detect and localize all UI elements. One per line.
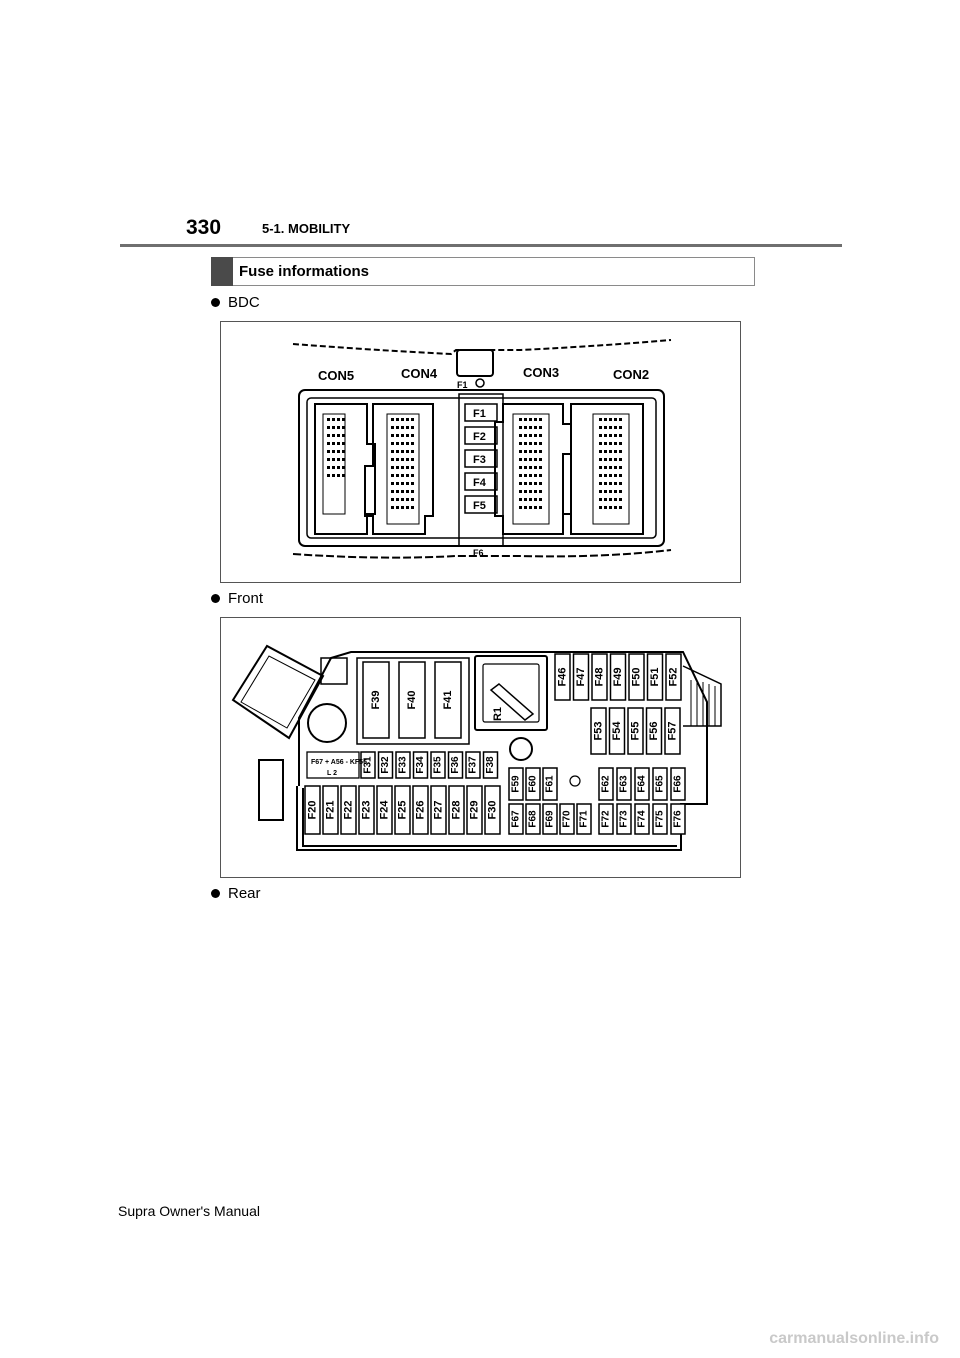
front-fuse-f34	[414, 752, 428, 778]
front-fuse-f57	[665, 708, 680, 754]
svg-text:F37: F37	[467, 756, 479, 774]
front-fuse-f60	[526, 768, 540, 800]
svg-text:F55: F55	[629, 721, 642, 741]
front-fuse-f25	[395, 786, 410, 834]
front-fuse-f54	[610, 708, 625, 754]
front-fuse-f75	[653, 804, 667, 834]
front-fuse-f66	[671, 768, 685, 800]
front-fuse-f76	[671, 804, 685, 834]
header-rule	[120, 244, 842, 247]
front-fuse-f27	[431, 786, 446, 834]
svg-text:F36: F36	[450, 756, 461, 774]
svg-text:F5: F5	[473, 500, 486, 512]
svg-text:F54: F54	[611, 721, 623, 741]
bdc-diagram-svg	[221, 322, 740, 582]
svg-text:F71: F71	[578, 810, 590, 828]
svg-text:F34: F34	[415, 756, 426, 774]
svg-text:F64: F64	[636, 775, 648, 793]
svg-text:F23: F23	[360, 800, 373, 820]
svg-text:F65: F65	[654, 775, 666, 793]
front-fuse-f59	[509, 768, 523, 800]
front-fuse-f74	[635, 804, 649, 834]
bdc-top-label: F1	[457, 380, 468, 390]
svg-text:F3: F3	[473, 454, 486, 466]
front-fuse-f32	[379, 752, 393, 778]
bullet-front	[211, 590, 263, 607]
front-fuse-f39	[363, 662, 389, 738]
svg-text:F26: F26	[414, 800, 427, 820]
front-fuse-f40	[399, 662, 425, 738]
heading-marker	[211, 257, 233, 286]
front-fuse-f46	[555, 654, 570, 700]
svg-text:F24: F24	[378, 800, 391, 820]
front-fuse-f22	[341, 786, 356, 834]
front-vent-lines	[691, 680, 715, 726]
bullet-dot	[211, 594, 220, 603]
bullet-label: Rear	[228, 885, 261, 902]
front-fuse-f70	[560, 804, 574, 834]
front-fuse-f56	[647, 708, 662, 754]
bullet-bdc	[211, 294, 260, 311]
front-fuse-f21	[323, 786, 338, 834]
heading-box	[211, 257, 755, 286]
svg-text:F29: F29	[468, 800, 481, 820]
svg-text:F41: F41	[442, 690, 454, 710]
svg-text:F74: F74	[636, 810, 648, 828]
front-fuse-f47	[574, 654, 589, 700]
svg-text:F63: F63	[618, 775, 630, 793]
svg-text:F1: F1	[473, 408, 486, 420]
svg-text:F50: F50	[630, 667, 643, 687]
bdc-plus-symbol	[476, 379, 484, 387]
front-fuse-f30	[485, 786, 500, 834]
svg-text:F56: F56	[648, 721, 660, 741]
svg-text:F30: F30	[486, 800, 499, 820]
front-fuse-f33	[396, 752, 410, 778]
bdc-fuse-f2	[465, 427, 497, 444]
bdc-fuse-f5	[465, 496, 497, 513]
bullet-dot	[211, 889, 220, 898]
svg-text:F70: F70	[561, 810, 573, 828]
front-fuse-f63	[617, 768, 631, 800]
front-fuse-f65	[653, 768, 667, 800]
heading-title: Fuse informations	[239, 263, 370, 280]
front-fuse-f29	[467, 786, 482, 834]
svg-text:F2: F2	[473, 431, 486, 443]
front-plate-text: L 2	[327, 770, 337, 777]
connector-label-con5: CON5	[318, 368, 355, 383]
front-fuse-f24	[377, 786, 392, 834]
connector-label-con2: CON2	[613, 367, 650, 382]
svg-text:F66: F66	[672, 775, 684, 793]
front-fuse-f20	[305, 786, 320, 834]
svg-text:F39: F39	[370, 690, 382, 710]
front-fuse-f41	[435, 662, 461, 738]
front-fuse-f38	[484, 752, 498, 778]
svg-text:F33: F33	[397, 756, 409, 774]
svg-text:F4: F4	[473, 477, 486, 489]
svg-text:F51: F51	[649, 667, 661, 687]
front-fuse-f55	[628, 708, 643, 754]
bdc-fuse-f3	[465, 450, 497, 467]
front-fuse-f53	[591, 708, 606, 754]
svg-text:F27: F27	[432, 800, 445, 820]
front-fuse-f68	[526, 804, 540, 834]
front-fuse-f71	[577, 804, 591, 834]
svg-text:F62: F62	[600, 775, 612, 793]
svg-text:F28: F28	[450, 800, 463, 820]
page-number: 330	[186, 216, 222, 239]
front-fuse-f64	[635, 768, 649, 800]
svg-text:F73: F73	[618, 810, 630, 828]
svg-text:F72: F72	[600, 810, 612, 828]
front-fuse-f69	[543, 804, 557, 834]
svg-text:F40: F40	[406, 690, 418, 710]
svg-text:F38: F38	[485, 756, 496, 774]
front-fuse-f51	[648, 654, 663, 700]
svg-text:F61: F61	[544, 775, 556, 793]
front-fuse-f26	[413, 786, 428, 834]
bdc-fuse-f1	[465, 404, 497, 421]
front-fuse-diagram	[220, 617, 741, 878]
svg-text:F59: F59	[510, 775, 522, 793]
svg-text:F21: F21	[324, 800, 337, 820]
footer-manual-title: Supra Owner's Manual	[118, 1203, 260, 1219]
svg-text:F60: F60	[527, 775, 539, 793]
svg-text:F31: F31	[362, 756, 374, 774]
svg-text:F53: F53	[592, 721, 605, 741]
svg-text:F32: F32	[380, 756, 391, 774]
svg-text:F75: F75	[654, 810, 666, 828]
svg-text:F35: F35	[432, 756, 444, 774]
bullet-dot	[211, 298, 220, 307]
bullet-label: BDC	[228, 294, 260, 311]
svg-text:F68: F68	[527, 810, 539, 828]
bullet-rear	[211, 885, 261, 902]
svg-text:F69: F69	[544, 810, 556, 828]
section-title: 5-1. MOBILITY	[262, 221, 351, 236]
svg-text:F25: F25	[396, 800, 409, 820]
svg-text:F76: F76	[672, 810, 684, 828]
front-fuse-f50	[629, 654, 644, 700]
front-fuse-f52	[666, 654, 681, 700]
front-fuse-f48	[592, 654, 607, 700]
front-plate-text: F67 + A56 - KF56	[311, 759, 367, 766]
front-fuse-f49	[611, 654, 626, 700]
front-fuse-f73	[617, 804, 631, 834]
front-fuse-f36	[449, 752, 463, 778]
front-fuse-f61	[543, 768, 557, 800]
bdc-bottom-label: F6	[473, 548, 484, 558]
svg-text:F52: F52	[667, 667, 680, 687]
front-fuse-f67	[509, 804, 523, 834]
watermark: carmanualsonline.info	[769, 1330, 939, 1347]
bdc-fuse-diagram	[220, 321, 741, 583]
connector-label-con4: CON4	[401, 366, 438, 381]
svg-text:R1: R1	[492, 706, 504, 722]
svg-text:F49: F49	[612, 667, 624, 687]
svg-text:F48: F48	[593, 667, 606, 687]
front-fuse-f72	[599, 804, 613, 834]
front-diagram-svg	[221, 618, 740, 877]
front-relay-r1	[492, 707, 504, 721]
front-fuse-f37	[466, 752, 480, 778]
svg-text:F47: F47	[575, 667, 587, 687]
connector-label-con3: CON3	[523, 365, 560, 380]
bdc-fuse-f4	[465, 473, 497, 490]
svg-text:F67: F67	[510, 810, 522, 828]
svg-text:F20: F20	[306, 800, 319, 820]
svg-text:F57: F57	[666, 721, 679, 741]
svg-text:F22: F22	[342, 800, 355, 820]
front-fuse-f28	[449, 786, 464, 834]
front-fuse-f23	[359, 786, 374, 834]
bullet-label: Front	[228, 590, 264, 607]
front-fuse-f35	[431, 752, 445, 778]
front-fuse-f62	[599, 768, 613, 800]
svg-text:F46: F46	[556, 667, 569, 687]
